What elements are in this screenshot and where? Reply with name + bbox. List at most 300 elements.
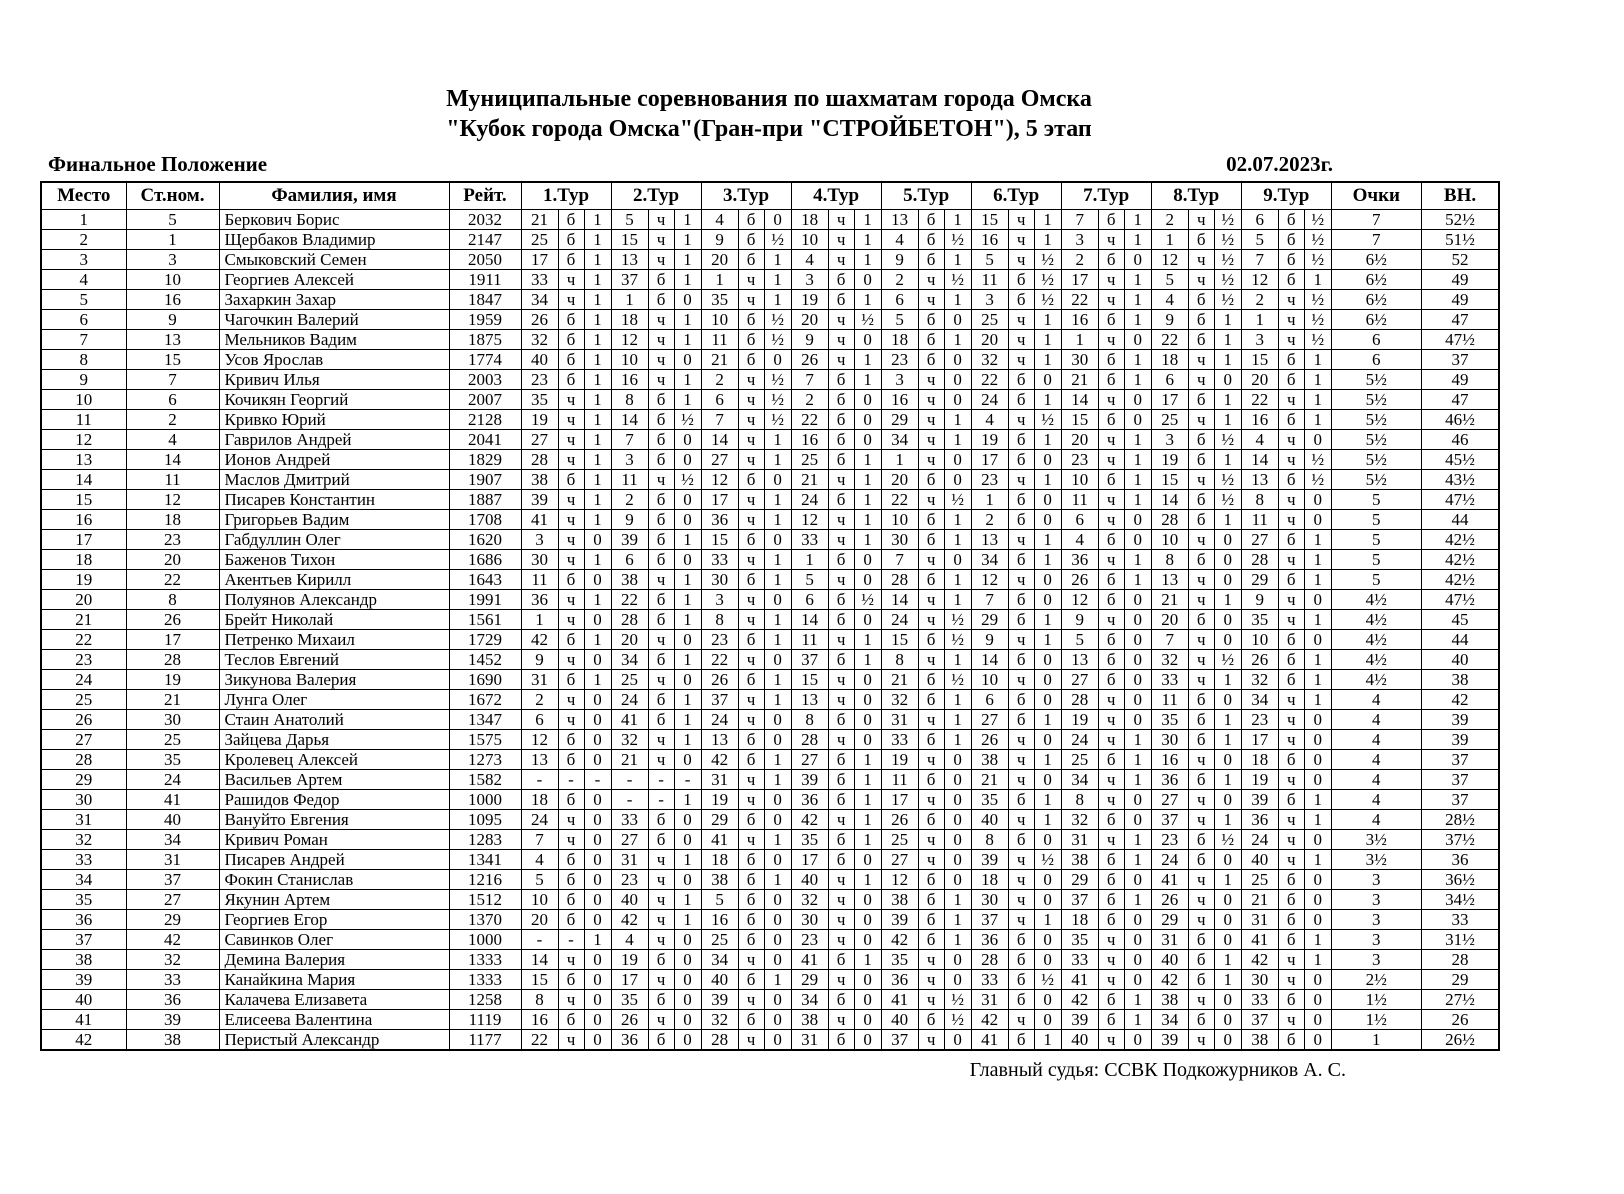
round-color-cell: б: [1278, 530, 1304, 550]
round-color-cell: ч: [828, 930, 854, 950]
round-opponent-cell: 12: [971, 570, 1008, 590]
round-opponent-cell: 30: [971, 890, 1008, 910]
round-opponent-cell: 1: [971, 490, 1008, 510]
round-color-cell: б: [738, 810, 764, 830]
round-opponent-cell: 42: [971, 1010, 1008, 1030]
start-number-cell: 10: [126, 270, 219, 290]
round-opponent-cell: 15: [521, 970, 558, 990]
round-result-cell: 0: [944, 1030, 971, 1051]
points-cell: 6½: [1331, 290, 1421, 310]
round-color-cell: ч: [648, 890, 674, 910]
buchholz-cell: 51½: [1421, 230, 1499, 250]
round-opponent-cell: 30: [521, 550, 558, 570]
round-color-cell: б: [738, 850, 764, 870]
round-color-cell: б: [1098, 570, 1124, 590]
round-result-cell: 1: [674, 210, 701, 230]
round-color-cell: ч: [648, 670, 674, 690]
round-color-cell: б: [918, 570, 944, 590]
player-name-cell: Зикунова Валерия: [219, 670, 449, 690]
round-result-cell: 1: [944, 730, 971, 750]
round-opponent-cell: 24: [971, 390, 1008, 410]
round-opponent-cell: 3: [1061, 230, 1098, 250]
round-result-cell: 1: [944, 590, 971, 610]
points-cell: 1: [1331, 1030, 1421, 1051]
start-number-cell: 14: [126, 450, 219, 470]
start-number-cell: 37: [126, 870, 219, 890]
round-color-cell: б: [738, 250, 764, 270]
round-color-cell: ч: [1008, 910, 1034, 930]
round-color-cell: ч: [1188, 870, 1214, 890]
round-opponent-cell: 23: [521, 370, 558, 390]
round-color-cell: ч: [918, 610, 944, 630]
standings-row: [41, 750, 1499, 770]
round-color-cell: ч: [1008, 210, 1034, 230]
round-opponent-cell: 32: [521, 330, 558, 350]
round-opponent-cell: 6: [701, 390, 738, 410]
round-opponent-cell: 17: [611, 970, 648, 990]
round-opponent-cell: 7: [881, 550, 918, 570]
round-result-cell: 0: [1214, 370, 1241, 390]
round-color-cell: ч: [1278, 770, 1304, 790]
round-opponent-cell: 19: [881, 750, 918, 770]
round-opponent-cell: 13: [611, 250, 648, 270]
round-result-cell: 0: [1214, 1030, 1241, 1051]
place-cell: 2: [41, 230, 126, 250]
round-opponent-cell: 14: [1061, 390, 1098, 410]
place-cell: 16: [41, 510, 126, 530]
standings-row: [41, 950, 1499, 970]
round-color-cell: ч: [918, 290, 944, 310]
round-result-cell: 1: [584, 390, 611, 410]
round-opponent-cell: 4: [1061, 530, 1098, 550]
round-color-cell: б: [828, 590, 854, 610]
round-result-cell: 0: [854, 610, 881, 630]
round-color-cell: ч: [1098, 930, 1124, 950]
round-opponent-cell: 24: [701, 710, 738, 730]
round-color-cell: б: [648, 650, 674, 670]
round-result-cell: 1: [674, 730, 701, 750]
round-result-cell: 0: [1214, 530, 1241, 550]
points-cell: 2½: [1331, 970, 1421, 990]
round-color-cell: б: [1188, 510, 1214, 530]
col-header-round-8: 8.Тур: [1151, 182, 1241, 210]
round-opponent-cell: 7: [791, 370, 828, 390]
round-result-cell: 0: [1124, 390, 1151, 410]
round-result-cell: 1: [1034, 910, 1061, 930]
round-result-cell: 1: [674, 710, 701, 730]
round-color-cell: б: [1278, 670, 1304, 690]
round-result-cell: 1: [1214, 450, 1241, 470]
points-cell: 6½: [1331, 310, 1421, 330]
round-result-cell: 1: [1214, 970, 1241, 990]
round-color-cell: б: [558, 630, 584, 650]
buchholz-cell: 47: [1421, 310, 1499, 330]
round-result-cell: 0: [1214, 1010, 1241, 1030]
place-cell: 42: [41, 1030, 126, 1051]
round-opponent-cell: 16: [1151, 750, 1188, 770]
rating-cell: 1991: [449, 590, 521, 610]
round-opponent-cell: 18: [521, 790, 558, 810]
round-color-cell: ч: [1098, 610, 1124, 630]
round-result-cell: 0: [1304, 730, 1331, 750]
round-opponent-cell: 41: [1241, 930, 1278, 950]
rating-cell: 1690: [449, 670, 521, 690]
round-opponent-cell: 38: [1151, 990, 1188, 1010]
round-result-cell: 0: [854, 550, 881, 570]
round-result-cell: 0: [854, 990, 881, 1010]
round-opponent-cell: 38: [791, 1010, 828, 1030]
round-result-cell: ½: [1034, 250, 1061, 270]
player-name-cell: Акентьев Кирилл: [219, 570, 449, 590]
round-opponent-cell: 5: [881, 310, 918, 330]
round-color-cell: ч: [1188, 210, 1214, 230]
round-opponent-cell: 41: [701, 830, 738, 850]
round-color-cell: ч: [1278, 690, 1304, 710]
standings-row: [41, 790, 1499, 810]
rating-cell: 1333: [449, 950, 521, 970]
points-cell: 6½: [1331, 250, 1421, 270]
round-color-cell: б: [1098, 350, 1124, 370]
round-color-cell: ч: [648, 210, 674, 230]
place-cell: 37: [41, 930, 126, 950]
round-result-cell: 0: [1214, 890, 1241, 910]
player-name-cell: Григорьев Вадим: [219, 510, 449, 530]
round-color-cell: б: [1188, 430, 1214, 450]
round-color-cell: б: [738, 570, 764, 590]
round-opponent-cell: 37: [611, 270, 648, 290]
round-opponent-cell: 41: [881, 990, 918, 1010]
round-opponent-cell: 6: [971, 690, 1008, 710]
round-color-cell: ч: [1188, 530, 1214, 550]
round-result-cell: 1: [1304, 810, 1331, 830]
round-opponent-cell: 26: [1151, 890, 1188, 910]
round-color-cell: б: [1278, 990, 1304, 1010]
round-result-cell: 0: [1304, 630, 1331, 650]
round-opponent-cell: 2: [1241, 290, 1278, 310]
round-result-cell: 0: [674, 930, 701, 950]
round-opponent-cell: 25: [701, 930, 738, 950]
round-opponent-cell: 16: [881, 390, 918, 410]
standings-row: [41, 270, 1499, 290]
round-opponent-cell: 25: [611, 670, 648, 690]
round-color-cell: б: [738, 910, 764, 930]
round-opponent-cell: 18: [881, 330, 918, 350]
round-result-cell: 0: [584, 870, 611, 890]
round-color-cell: б: [1278, 630, 1304, 650]
round-opponent-cell: 16: [611, 370, 648, 390]
buchholz-cell: 46: [1421, 430, 1499, 450]
place-cell: 24: [41, 670, 126, 690]
round-color-cell: б: [1278, 250, 1304, 270]
round-opponent-cell: 33: [1151, 670, 1188, 690]
place-cell: 11: [41, 410, 126, 430]
round-opponent-cell: 1: [611, 290, 648, 310]
round-color-cell: б: [738, 670, 764, 690]
round-color-cell: б: [1098, 650, 1124, 670]
rating-cell: 2050: [449, 250, 521, 270]
round-result-cell: 0: [584, 970, 611, 990]
round-color-cell: ч: [558, 990, 584, 1010]
round-result-cell: 0: [584, 730, 611, 750]
round-result-cell: 0: [944, 450, 971, 470]
standings-row: [41, 210, 1499, 230]
round-color-cell: б: [1098, 870, 1124, 890]
round-color-cell: б: [918, 310, 944, 330]
round-color-cell: ч: [918, 450, 944, 470]
place-cell: 38: [41, 950, 126, 970]
rating-cell: 2032: [449, 210, 521, 230]
points-cell: 4½: [1331, 630, 1421, 650]
round-result-cell: ½: [944, 630, 971, 650]
round-color-cell: б: [1098, 890, 1124, 910]
round-opponent-cell: 8: [1151, 550, 1188, 570]
points-cell: 3: [1331, 910, 1421, 930]
round-result-cell: 0: [1304, 910, 1331, 930]
buchholz-cell: 37½: [1421, 830, 1499, 850]
start-number-cell: 21: [126, 690, 219, 710]
buchholz-cell: 26½: [1421, 1030, 1499, 1051]
round-result-cell: 1: [674, 270, 701, 290]
rating-cell: 1000: [449, 790, 521, 810]
points-cell: 6: [1331, 350, 1421, 370]
standings-row: [41, 1010, 1499, 1030]
round-opponent-cell: 28: [521, 450, 558, 470]
round-opponent-cell: 40: [881, 1010, 918, 1030]
round-opponent-cell: 32: [1061, 810, 1098, 830]
player-name-cell: Лунга Олег: [219, 690, 449, 710]
round-opponent-cell: 7: [1061, 210, 1098, 230]
round-result-cell: 0: [674, 990, 701, 1010]
round-opponent-cell: 26: [971, 730, 1008, 750]
round-result-cell: 1: [1034, 430, 1061, 450]
rating-cell: 1575: [449, 730, 521, 750]
round-result-cell: 0: [1034, 510, 1061, 530]
round-opponent-cell: 22: [881, 490, 918, 510]
round-result-cell: 1: [944, 510, 971, 530]
points-cell: 3: [1331, 930, 1421, 950]
place-cell: 27: [41, 730, 126, 750]
round-result-cell: 0: [764, 470, 791, 490]
round-color-cell: ч: [558, 590, 584, 610]
col-header-rating: Рейт.: [449, 182, 521, 210]
round-color-cell: ч: [558, 610, 584, 630]
round-color-cell: б: [918, 770, 944, 790]
round-opponent-cell: 18: [1061, 910, 1098, 930]
round-result-cell: 0: [1124, 710, 1151, 730]
report-date: 02.07.2023г.: [1226, 152, 1333, 176]
round-opponent-cell: 35: [791, 830, 828, 850]
round-result-cell: 1: [584, 450, 611, 470]
round-result-cell: 0: [764, 990, 791, 1010]
round-color-cell: б: [738, 970, 764, 990]
round-color-cell: -: [648, 770, 674, 790]
round-opponent-cell: 28: [611, 610, 648, 630]
round-opponent-cell: 42: [881, 930, 918, 950]
round-color-cell: б: [1098, 410, 1124, 430]
round-color-cell: ч: [828, 330, 854, 350]
round-opponent-cell: 34: [611, 650, 648, 670]
points-cell: 5: [1331, 510, 1421, 530]
round-opponent-cell: 21: [701, 350, 738, 370]
round-opponent-cell: 33: [791, 530, 828, 550]
round-color-cell: б: [558, 970, 584, 990]
round-color-cell: ч: [648, 930, 674, 950]
round-result-cell: 1: [944, 330, 971, 350]
round-opponent-cell: 13: [521, 750, 558, 770]
buchholz-cell: 33: [1421, 910, 1499, 930]
round-result-cell: 1: [1124, 370, 1151, 390]
round-result-cell: 0: [944, 830, 971, 850]
round-result-cell: 0: [854, 270, 881, 290]
buchholz-cell: 47½: [1421, 490, 1499, 510]
round-color-cell: ч: [918, 490, 944, 510]
round-result-cell: 1: [1214, 390, 1241, 410]
round-opponent-cell: 18: [971, 870, 1008, 890]
round-result-cell: 1: [1124, 350, 1151, 370]
round-result-cell: 1: [1124, 490, 1151, 510]
place-cell: 26: [41, 710, 126, 730]
round-opponent-cell: 5: [791, 570, 828, 590]
round-result-cell: 0: [1034, 690, 1061, 710]
round-color-cell: ч: [1278, 610, 1304, 630]
round-result-cell: 0: [944, 850, 971, 870]
col-header-round-9: 9.Тур: [1241, 182, 1331, 210]
round-result-cell: 0: [674, 490, 701, 510]
round-result-cell: 1: [854, 490, 881, 510]
round-result-cell: 0: [584, 750, 611, 770]
round-opponent-cell: 6: [521, 710, 558, 730]
round-opponent-cell: 8: [881, 650, 918, 670]
start-number-cell: 17: [126, 630, 219, 650]
round-result-cell: 1: [764, 250, 791, 270]
round-opponent-cell: 6: [1151, 370, 1188, 390]
round-color-cell: ч: [738, 550, 764, 570]
round-result-cell: 0: [764, 930, 791, 950]
round-color-cell: б: [1008, 1030, 1034, 1051]
round-result-cell: 1: [854, 290, 881, 310]
round-result-cell: 1: [1034, 390, 1061, 410]
rating-cell: 1512: [449, 890, 521, 910]
points-cell: 4½: [1331, 670, 1421, 690]
round-result-cell: 0: [854, 970, 881, 990]
round-opponent-cell: 27: [521, 430, 558, 450]
round-color-cell: ч: [558, 270, 584, 290]
round-opponent-cell: 15: [791, 670, 828, 690]
round-result-cell: 1: [1034, 790, 1061, 810]
round-color-cell: б: [1188, 290, 1214, 310]
round-result-cell: 1: [854, 630, 881, 650]
player-name-cell: Беркович Борис: [219, 210, 449, 230]
round-result-cell: 0: [854, 410, 881, 430]
points-cell: 3: [1331, 950, 1421, 970]
round-opponent-cell: 36: [1151, 770, 1188, 790]
round-color-cell: б: [558, 790, 584, 810]
round-result-cell: ½: [1214, 490, 1241, 510]
place-cell: 10: [41, 390, 126, 410]
round-color-cell: б: [1098, 750, 1124, 770]
round-color-cell: ч: [1098, 730, 1124, 750]
round-opponent-cell: 31: [791, 1030, 828, 1051]
round-opponent-cell: 39: [1061, 1010, 1098, 1030]
place-cell: 7: [41, 330, 126, 350]
round-result-cell: ½: [944, 610, 971, 630]
standings-row: [41, 290, 1499, 310]
round-opponent-cell: 9: [1061, 610, 1098, 630]
round-result-cell: 0: [1034, 650, 1061, 670]
round-opponent-cell: 9: [881, 250, 918, 270]
round-result-cell: ½: [764, 330, 791, 350]
round-result-cell: 1: [1304, 530, 1331, 550]
round-opponent-cell: 6: [611, 550, 648, 570]
buchholz-cell: 28½: [1421, 810, 1499, 830]
round-color-cell: б: [1188, 930, 1214, 950]
start-number-cell: 34: [126, 830, 219, 850]
round-result-cell: 1: [1214, 710, 1241, 730]
round-result-cell: 0: [764, 530, 791, 550]
round-result-cell: 0: [1124, 870, 1151, 890]
buchholz-cell: 45½: [1421, 450, 1499, 470]
round-result-cell: 0: [854, 570, 881, 590]
round-color-cell: ч: [738, 370, 764, 390]
round-opponent-cell: 24: [611, 690, 648, 710]
round-opponent-cell: 14: [1151, 490, 1188, 510]
points-cell: 4: [1331, 770, 1421, 790]
round-result-cell: 1: [1214, 410, 1241, 430]
round-result-cell: 1: [764, 490, 791, 510]
round-opponent-cell: 26: [1241, 650, 1278, 670]
round-color-cell: ч: [918, 950, 944, 970]
round-opponent-cell: 15: [1151, 470, 1188, 490]
player-name-cell: Габдуллин Олег: [219, 530, 449, 550]
round-color-cell: ч: [828, 310, 854, 330]
round-result-cell: 0: [1034, 370, 1061, 390]
round-opponent-cell: 6: [791, 590, 828, 610]
rating-cell: 1887: [449, 490, 521, 510]
round-opponent-cell: 8: [521, 990, 558, 1010]
round-color-cell: ч: [1278, 490, 1304, 510]
round-result-cell: ½: [1034, 410, 1061, 430]
start-number-cell: 11: [126, 470, 219, 490]
round-opponent-cell: 27: [1061, 670, 1098, 690]
round-color-cell: ч: [648, 230, 674, 250]
round-result-cell: 1: [674, 370, 701, 390]
round-result-cell: 0: [854, 910, 881, 930]
round-result-cell: 1: [584, 430, 611, 450]
round-opponent-cell: 2: [791, 390, 828, 410]
round-color-cell: б: [1008, 390, 1034, 410]
round-result-cell: 1: [1214, 950, 1241, 970]
tournament-title-line1: Муниципальные соревнования по шахматам города Омска: [446, 86, 1092, 112]
place-cell: 30: [41, 790, 126, 810]
col-header-round-4: 4.Тур: [791, 182, 881, 210]
round-result-cell: 1: [764, 870, 791, 890]
round-result-cell: 1: [854, 470, 881, 490]
place-cell: 1: [41, 210, 126, 230]
round-result-cell: 0: [1034, 950, 1061, 970]
start-number-cell: 16: [126, 290, 219, 310]
round-opponent-cell: 7: [1241, 250, 1278, 270]
round-result-cell: 1: [1124, 750, 1151, 770]
points-cell: 5½: [1331, 470, 1421, 490]
round-opponent-cell: 4: [611, 930, 648, 950]
round-color-cell: б: [558, 310, 584, 330]
round-color-cell: б: [828, 370, 854, 390]
round-color-cell: б: [1278, 890, 1304, 910]
start-number-cell: 40: [126, 810, 219, 830]
round-opponent-cell: 21: [1151, 590, 1188, 610]
round-opponent-cell: 41: [1061, 970, 1098, 990]
round-result-cell: 1: [1034, 210, 1061, 230]
